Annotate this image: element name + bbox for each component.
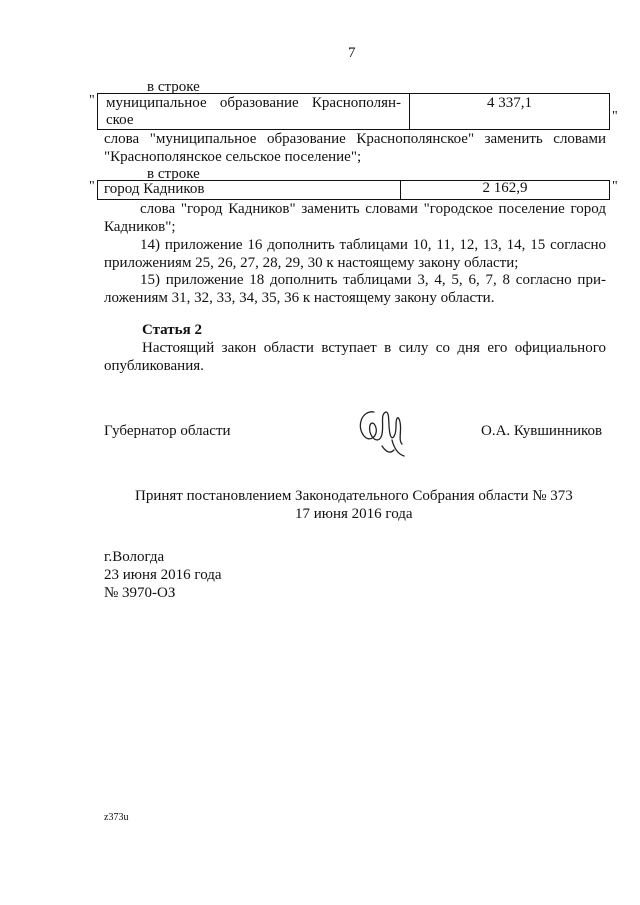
cell-name: город Кадников [104, 181, 205, 197]
close-quote-1: " [612, 109, 618, 124]
cell-name-line2: ское [106, 112, 134, 128]
in-row-intro-1: в строке [147, 79, 200, 95]
replace-text-2-line2: Кадников"; [104, 219, 176, 235]
file-code: z373u [104, 812, 129, 823]
open-quote-1: " [89, 93, 95, 108]
item-14-line1: 14) приложение 16 дополнить таблицами 10, 11, 12, 13, 14, 15 согласно [140, 237, 606, 253]
article-text-line2: опубликования. [104, 358, 204, 374]
item-15-line2: ложениям 31, 32, 33, 34, 35, 36 к настоящему закону области. [104, 290, 495, 306]
quoted-table-row-2 [97, 180, 610, 200]
table-cell-value: 2 162,9 [482, 180, 528, 196]
table-cell-name [98, 181, 401, 199]
replace-text-1-line1: слова "муниципальное образование Краснополянское" заменить словами [104, 131, 606, 147]
item-15-line1: 15) приложение 18 дополнить таблицами 3, 4, 5, 6, 7, 8 согласно при- [140, 272, 606, 288]
quoted-table-row-1 [97, 93, 610, 130]
page-number: 7 [348, 45, 356, 61]
in-row-intro-2: в строке [147, 166, 200, 182]
article-title: Статья 2 [142, 322, 202, 338]
law-number: № 3970-ОЗ [104, 585, 176, 601]
replace-text-1-line2: "Краснополянское сельское поселение"; [104, 149, 362, 165]
city: г.Вологда [104, 549, 165, 565]
handwritten-signature [352, 400, 412, 460]
signatory-name: О.А. Кувшинников [481, 423, 603, 439]
open-quote-2: " [89, 179, 95, 194]
replace-text-2-line1: слова "город Кадников" заменить словами "городское поселение город [140, 201, 606, 217]
close-quote-2: " [612, 179, 618, 194]
table-cell-name [98, 94, 410, 129]
item-14-line2: приложениям 25, 26, 27, 28, 29, 30 к настоящему закону области; [104, 255, 519, 271]
article-text-line1: Настоящий закон области вступает в силу со дня его официального [142, 340, 606, 356]
adopted-line2: 17 июня 2016 года [295, 506, 413, 522]
adopted-line1: Принят постановлением Законодательного Собрания области № 373 [135, 488, 573, 504]
signatory-position: Губернатор области [104, 423, 231, 439]
cell-name-line1: муниципальное образование Краснополян- [106, 95, 401, 111]
table-cell-value: 4 337,1 [487, 95, 532, 111]
law-date: 23 июня 2016 года [104, 567, 222, 583]
